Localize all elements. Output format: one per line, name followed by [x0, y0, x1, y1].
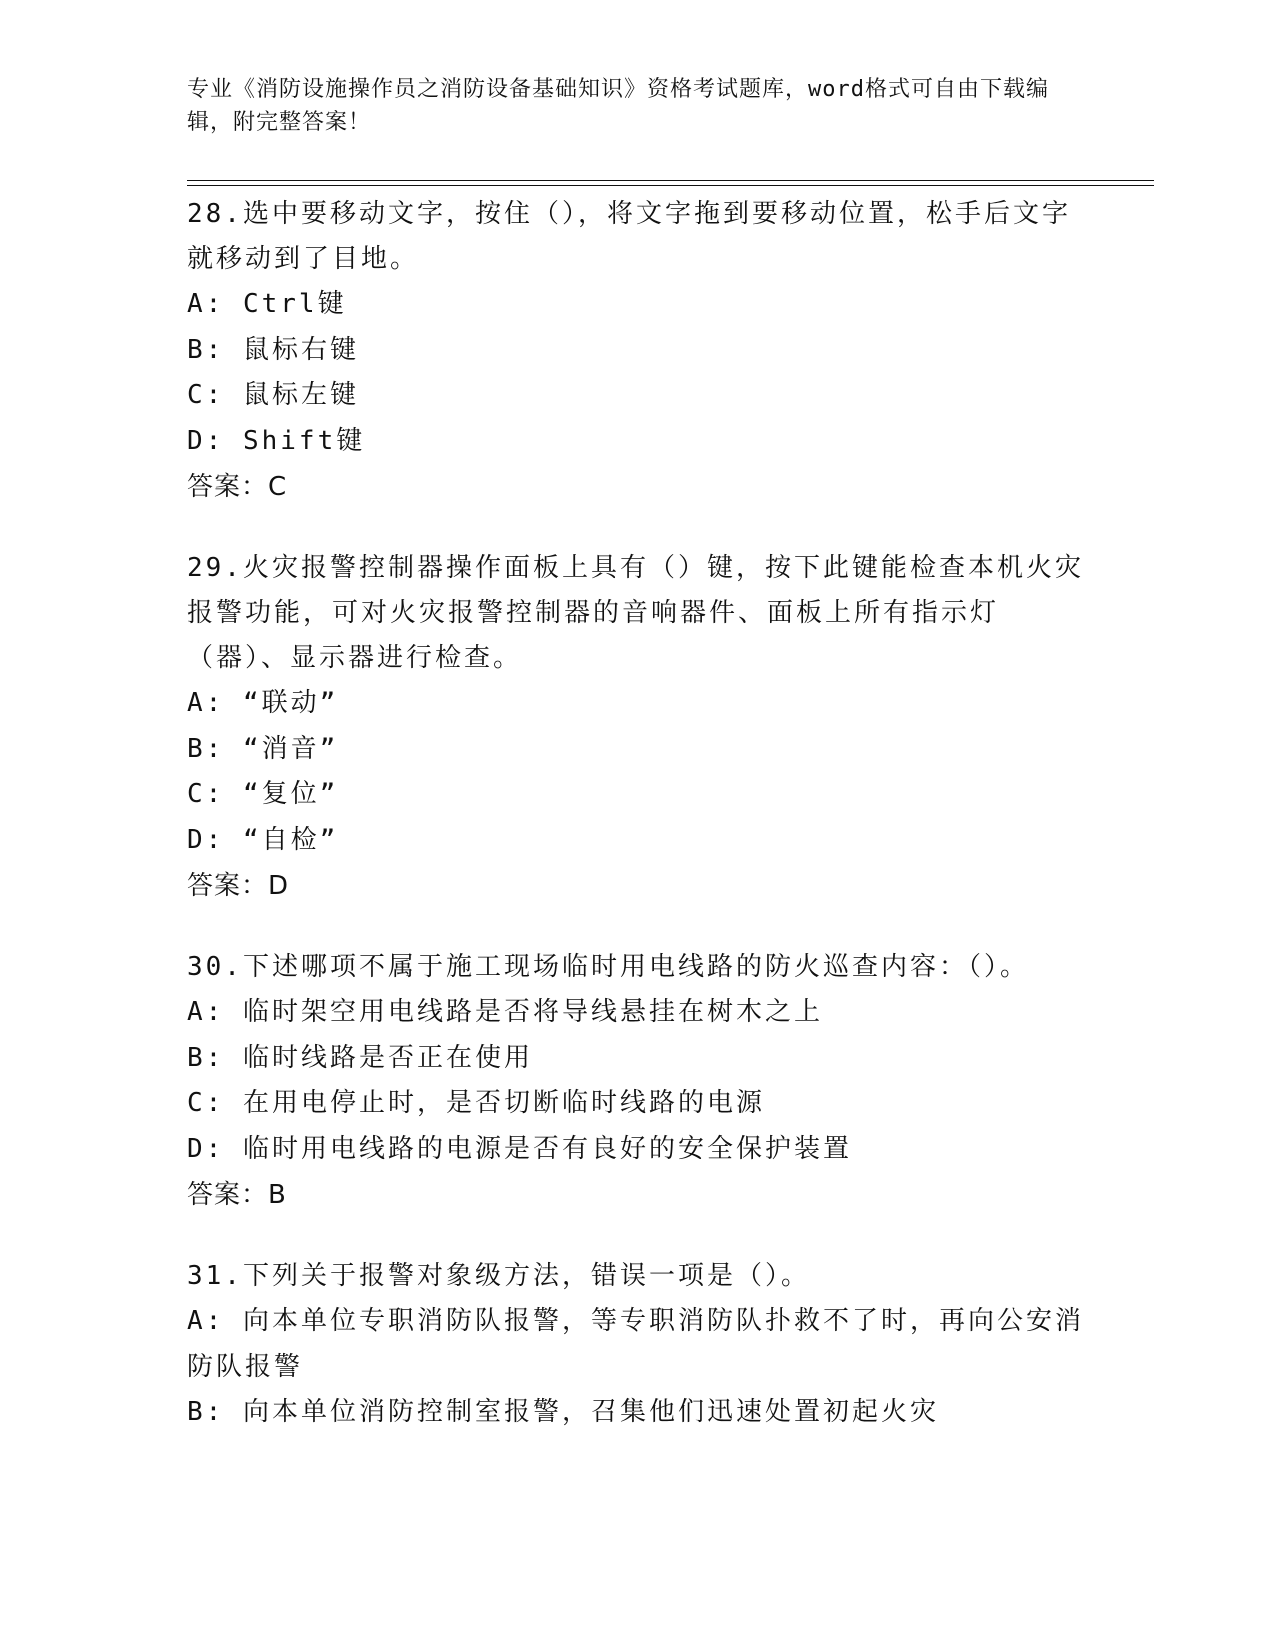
question-stem: 28.选中要移动文字，按住（），将文字拖到要移动位置，松手后文字就移动到了目地。 [187, 199, 1071, 274]
option-a: A: Ctrl键 [187, 289, 347, 319]
option-c: C: “复位” [187, 779, 339, 809]
option-c: C: 鼠标左键 [187, 380, 359, 410]
question-stem: 31.下列关于报警对象级方法，错误一项是（）。 [187, 1261, 810, 1291]
option-a: A: “联动” [187, 688, 339, 718]
option-d: D: Shift键 [187, 425, 366, 456]
question-31 [187, 1254, 1087, 1436]
option-c: C: 在用电停止时，是否切断临时线路的电源 [187, 1088, 765, 1118]
question-stem: 30.下述哪项不属于施工现场临时用电线路的防火巡查内容：（）。 [187, 952, 1029, 982]
option-b: B: “消音” [187, 733, 339, 764]
answer-line [187, 464, 1087, 510]
answer-label: 答案： [187, 472, 269, 502]
header-divider-top [187, 180, 1154, 181]
option-d: D: “自检” [187, 824, 339, 855]
option-a: A: 向本单位专职消防队报警，等专职消防队扑救不了时，再向公安消防队报警 [187, 1306, 1084, 1382]
question-30 [187, 945, 1087, 1218]
question-29 [187, 546, 1087, 909]
question-list [187, 192, 1087, 1454]
answer-label: 答案： [187, 1180, 269, 1210]
option-d: D: 临时用电线路的电源是否有良好的安全保护装置 [187, 1133, 852, 1164]
header-divider-bottom [187, 185, 1154, 186]
option-a: A: 临时架空用电线路是否将导线悬挂在树木之上 [187, 997, 823, 1027]
question-28 [187, 192, 1087, 510]
option-b: B: 向本单位消防控制室报警，召集他们迅速处置初起火灾 [187, 1397, 939, 1427]
option-b: B: 临时线路是否正在使用 [187, 1042, 533, 1073]
answer-value: C [268, 472, 288, 502]
answer-line [187, 863, 1087, 909]
question-stem: 29.火灾报警控制器操作面板上具有（）键，按下此键能检查本机火灾报警功能，可对火灾报警控制器的音响器件、面板上所有指示灯（器）、显示器进行检查。 [187, 553, 1084, 673]
option-b: B: 鼠标右键 [187, 334, 359, 365]
header-note: 专业《消防设施操作员之消防设备基础知识》资格考试题库，word格式可自由下载编辑，附完整答案！ [187, 77, 1049, 135]
answer-value: B [268, 1180, 287, 1210]
answer-value: D [268, 871, 290, 901]
answer-label: 答案： [187, 871, 269, 901]
answer-line [187, 1172, 1087, 1218]
